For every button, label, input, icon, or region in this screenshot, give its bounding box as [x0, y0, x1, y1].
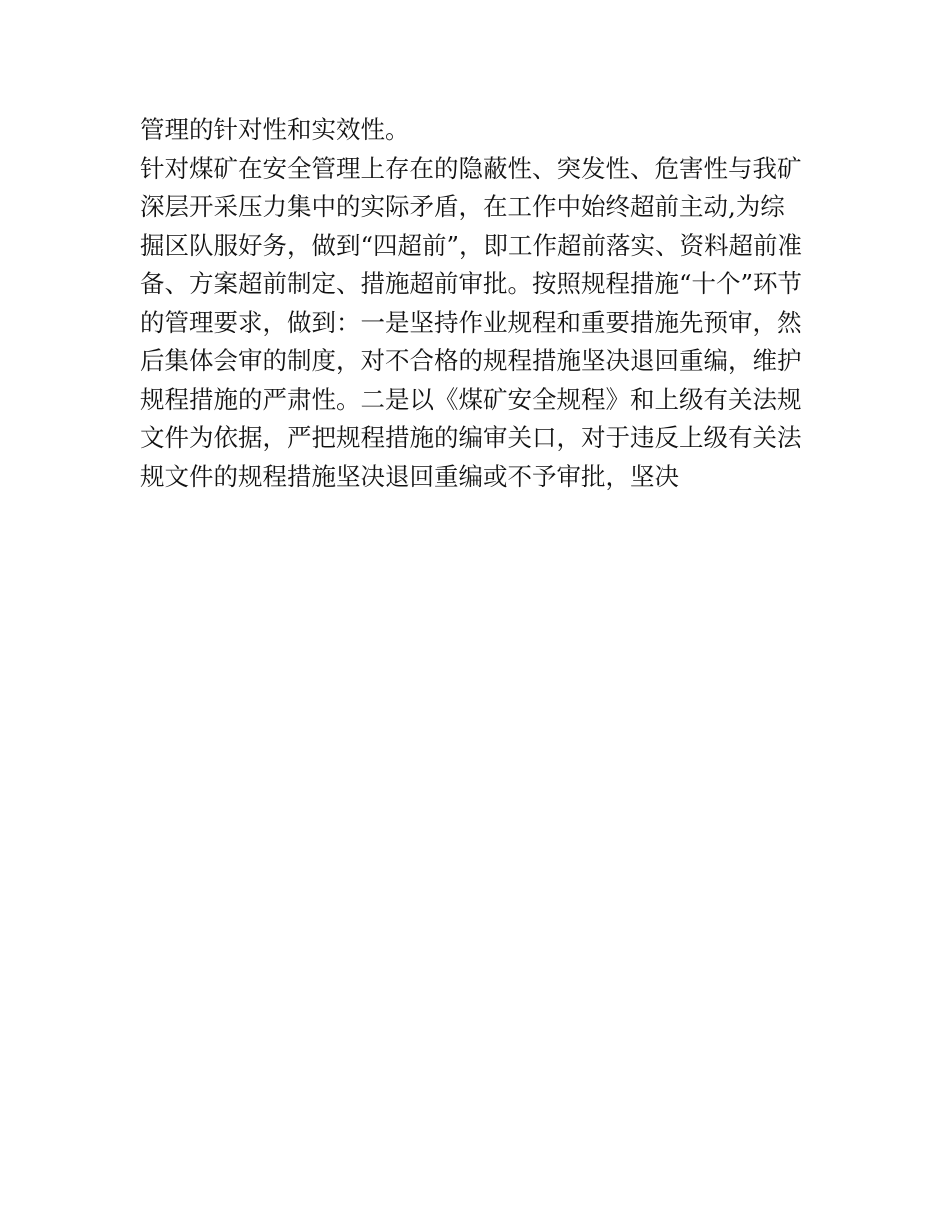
- text-line: 管理的针对性和实效性。: [140, 115, 410, 144]
- text-line: 规程措施的严肃性。二是以《煤矿安全规程》和上级有关法规: [140, 384, 802, 414]
- text-line: 针对煤矿在安全管理上存在的隐蔽性、突发性、危害性与我矿: [140, 153, 802, 183]
- text-line: 的管理要求，做到：一是坚持作业规程和重要措施先预审，然: [140, 307, 802, 337]
- text-line: 深层开采压力集中的实际矛盾，在工作中始终超前主动,为综: [140, 192, 785, 221]
- text-line: 文件为依据，严把规程措施的编审关口，对于违反上级有关法: [140, 423, 802, 452]
- text-line: 备、方案超前制定、措施超前审批。按照规程措施“十个”环节: [140, 269, 803, 298]
- text-line: 规文件的规程措施坚决退回重编或不予审批，坚决: [140, 461, 679, 491]
- text-line: 掘区队服好务，做到“四超前”，即工作超前落实、资料超前准: [140, 230, 803, 260]
- text-line: 后集体会审的制度，对不合格的规程措施坚决退回重编，维护: [140, 346, 802, 375]
- body-text: [140, 111, 820, 496]
